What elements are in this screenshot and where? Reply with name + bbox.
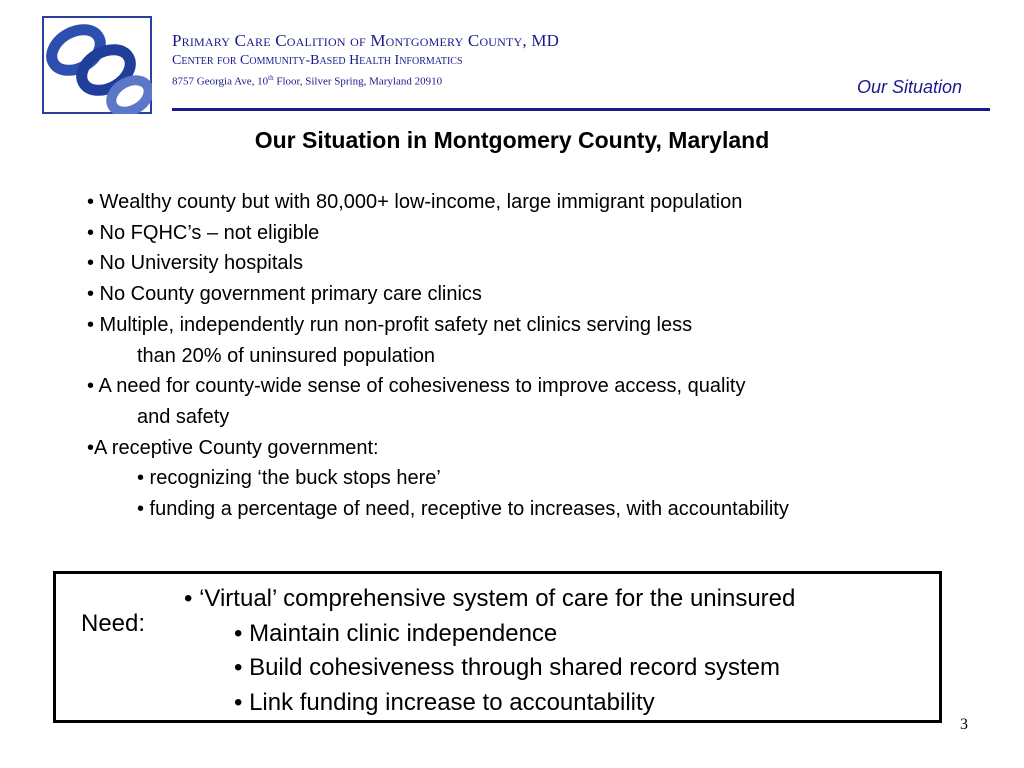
address-part: Floor, Silver Spring, Maryland 20910	[273, 75, 443, 88]
need-list	[184, 582, 795, 720]
bullet-list	[87, 187, 789, 525]
header-divider	[172, 108, 990, 111]
need-sub-item: • Maintain clinic independence	[234, 619, 558, 647]
need-box	[53, 571, 942, 723]
bullet-continuation: and safety	[137, 405, 230, 428]
bullet-item: • No University hospitals	[87, 252, 303, 275]
need-label: Need:	[81, 610, 146, 637]
org-address	[172, 70, 559, 90]
need-sub-item: • Link funding increase to accountability	[234, 688, 655, 716]
sub-bullet-item: • funding a percentage of need, receptive to increases, with accountability	[137, 498, 789, 521]
bullet-item: • No County government primary care clinics	[87, 283, 482, 306]
need-item: • ‘Virtual’ comprehensive system of care for the uninsured	[184, 585, 796, 612]
chain-link-logo-icon	[42, 16, 152, 114]
bullet-item: • Multiple, independently run non-profit safety net clinics serving less	[87, 313, 693, 336]
org-center: Center for Community-Based Health Informatics	[172, 53, 463, 68]
bullet-item: • A need for county-wide sense of cohesiveness to improve access, quality	[87, 375, 746, 398]
bullet-item: •A receptive County government:	[87, 436, 379, 459]
address-part: 8757 Georgia Ave, 10	[172, 75, 269, 88]
address-superscript: th	[268, 74, 274, 82]
sub-bullet-item: • recognizing ‘the buck stops here’	[137, 467, 441, 490]
section-label: Our Situation	[856, 77, 962, 97]
page-number: 3	[960, 716, 968, 733]
org-name: Primary Care Coalition of Montgomery County, MD	[172, 31, 560, 50]
organization-header	[172, 30, 559, 90]
bullet-continuation: than 20% of uninsured population	[137, 344, 436, 367]
bullet-item: • Wealthy county but with 80,000+ low-income, large immigrant population	[87, 191, 743, 213]
need-sub-item: • Build cohesiveness through shared record system	[234, 654, 781, 681]
bullet-item: • No FQHC’s – not eligible	[87, 221, 320, 244]
slide-title: Our Situation in Montgomery County, Maryland	[254, 127, 770, 153]
